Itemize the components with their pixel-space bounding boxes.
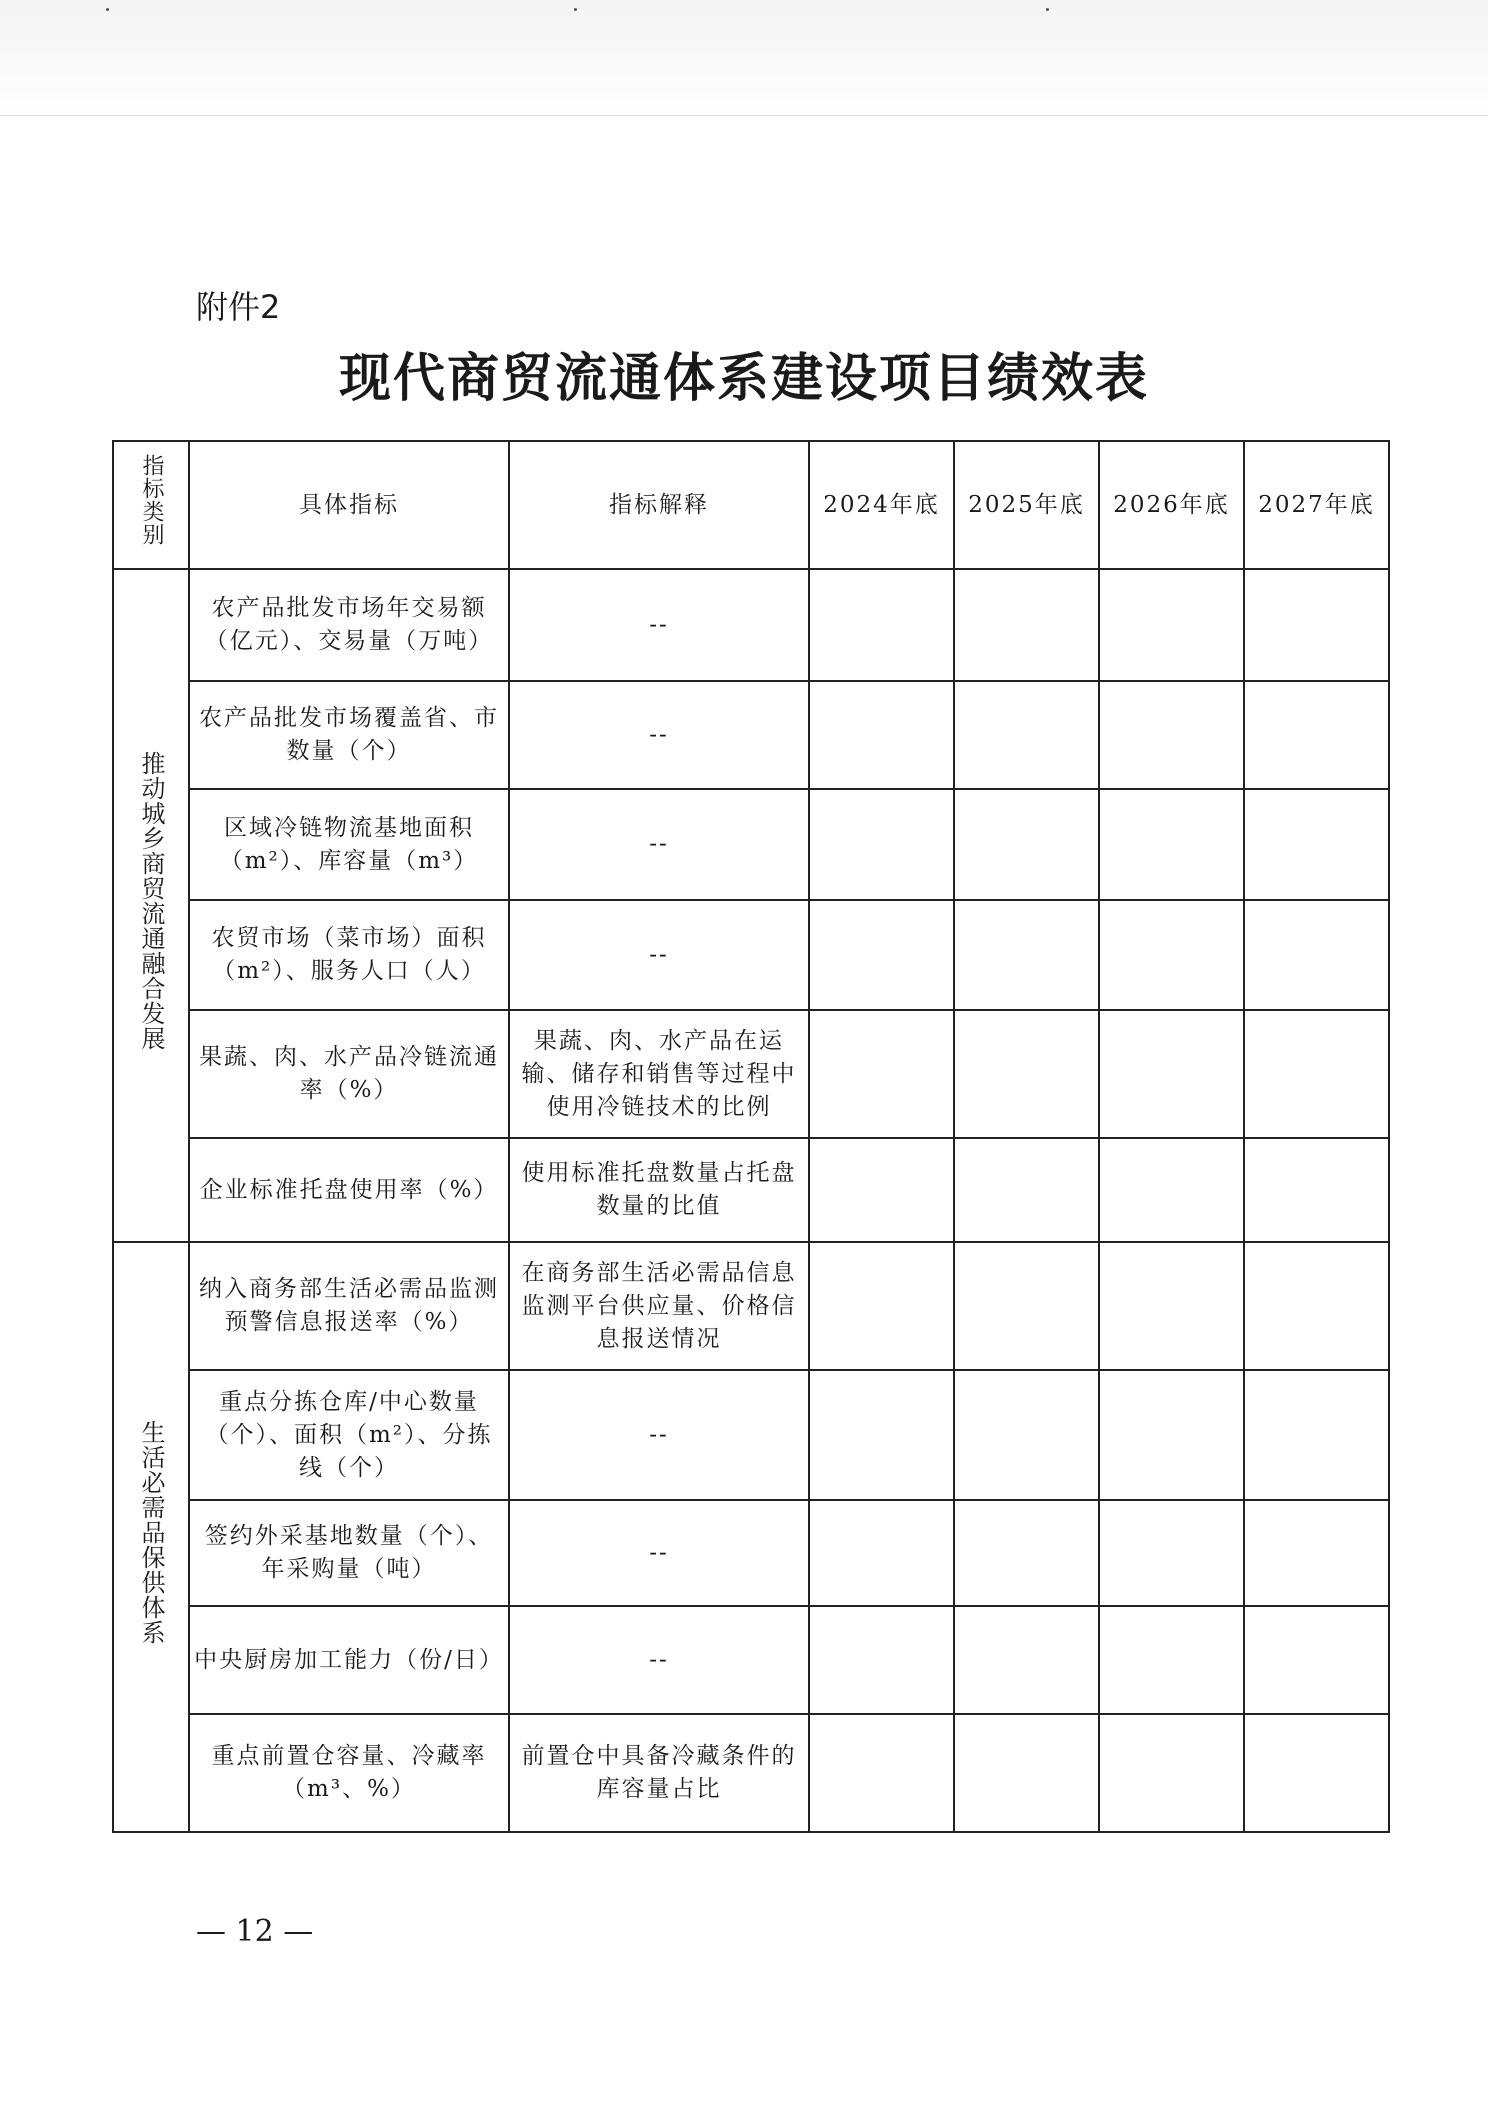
value-cell-2025 xyxy=(954,1714,1099,1832)
indicator-cell: 重点分拣仓库/中心数量（个）、面积（m²）、分拣线（个） xyxy=(189,1370,509,1500)
header-explanation: 指标解释 xyxy=(509,441,809,569)
table-row xyxy=(113,900,1389,1010)
explanation-cell: -- xyxy=(509,789,809,900)
header-category: 指标类别 xyxy=(113,441,189,569)
page-number: — 12 — xyxy=(196,1914,314,1949)
value-cell-2026 xyxy=(1099,1138,1244,1242)
table-row xyxy=(113,1500,1389,1606)
value-cell-2025 xyxy=(954,1606,1099,1714)
table-row xyxy=(113,1370,1389,1500)
value-cell-2027 xyxy=(1244,900,1389,1010)
table-row xyxy=(113,1138,1389,1242)
indicator-cell: 纳入商务部生活必需品监测预警信息报送率（%） xyxy=(189,1242,509,1370)
value-cell-2027 xyxy=(1244,1010,1389,1138)
scan-speck xyxy=(106,8,109,11)
value-cell-2027 xyxy=(1244,1714,1389,1832)
scan-speck xyxy=(574,8,577,11)
value-cell-2026 xyxy=(1099,1606,1244,1714)
header-2026: 2026年底 xyxy=(1099,441,1244,569)
table-row xyxy=(113,681,1389,789)
explanation-cell: -- xyxy=(509,569,809,681)
value-cell-2024 xyxy=(809,1500,954,1606)
explanation-cell: 前置仓中具备冷藏条件的库容量占比 xyxy=(509,1714,809,1832)
header-indicator: 具体指标 xyxy=(189,441,509,569)
value-cell-2025 xyxy=(954,1370,1099,1500)
indicator-cell: 农贸市场（菜市场）面积（m²）、服务人口（人） xyxy=(189,900,509,1010)
header-2024: 2024年底 xyxy=(809,441,954,569)
value-cell-2024 xyxy=(809,789,954,900)
indicator-cell: 重点前置仓容量、冷藏率（m³、%） xyxy=(189,1714,509,1832)
value-cell-2026 xyxy=(1099,1714,1244,1832)
value-cell-2026 xyxy=(1099,1242,1244,1370)
indicator-cell: 区域冷链物流基地面积（m²）、库容量（m³） xyxy=(189,789,509,900)
value-cell-2026 xyxy=(1099,789,1244,900)
value-cell-2027 xyxy=(1244,789,1389,900)
value-cell-2025 xyxy=(954,681,1099,789)
header-2027: 2027年底 xyxy=(1244,441,1389,569)
explanation-cell: -- xyxy=(509,681,809,789)
value-cell-2027 xyxy=(1244,1242,1389,1370)
table-row xyxy=(113,789,1389,900)
table-row xyxy=(113,569,1389,681)
indicator-cell: 签约外采基地数量（个）、年采购量（吨） xyxy=(189,1500,509,1606)
value-cell-2025 xyxy=(954,789,1099,900)
value-cell-2026 xyxy=(1099,569,1244,681)
category-cell: 推动城乡商贸流通融合发展 xyxy=(113,569,189,1242)
value-cell-2024 xyxy=(809,1714,954,1832)
value-cell-2025 xyxy=(954,1242,1099,1370)
value-cell-2026 xyxy=(1099,900,1244,1010)
value-cell-2027 xyxy=(1244,1370,1389,1500)
value-cell-2024 xyxy=(809,1242,954,1370)
table-header-row xyxy=(113,441,1389,569)
value-cell-2025 xyxy=(954,1010,1099,1138)
explanation-cell: -- xyxy=(509,1370,809,1500)
value-cell-2027 xyxy=(1244,1606,1389,1714)
explanation-cell: 果蔬、肉、水产品在运输、储存和销售等过程中使用冷链技术的比例 xyxy=(509,1010,809,1138)
table-row xyxy=(113,1010,1389,1138)
indicator-cell: 农产品批发市场覆盖省、市数量（个） xyxy=(189,681,509,789)
value-cell-2027 xyxy=(1244,681,1389,789)
value-cell-2024 xyxy=(809,1138,954,1242)
value-cell-2024 xyxy=(809,1370,954,1500)
document-title: 现代商贸流通体系建设项目绩效表 xyxy=(338,349,1149,409)
value-cell-2024 xyxy=(809,1606,954,1714)
explanation-cell: -- xyxy=(509,1500,809,1606)
value-cell-2026 xyxy=(1099,681,1244,789)
explanation-cell: 使用标准托盘数量占托盘数量的比值 xyxy=(509,1138,809,1242)
scan-header-strip xyxy=(0,0,1488,116)
value-cell-2026 xyxy=(1099,1010,1244,1138)
attachment-label: 附件2 xyxy=(196,288,281,326)
value-cell-2025 xyxy=(954,569,1099,681)
indicator-cell: 农产品批发市场年交易额（亿元）、交易量（万吨） xyxy=(189,569,509,681)
explanation-cell: -- xyxy=(509,1606,809,1714)
value-cell-2025 xyxy=(954,1138,1099,1242)
performance-table xyxy=(112,440,1390,1833)
table-row xyxy=(113,1242,1389,1370)
value-cell-2027 xyxy=(1244,1138,1389,1242)
value-cell-2027 xyxy=(1244,569,1389,681)
category-cell: 生活必需品保供体系 xyxy=(113,1242,189,1832)
table-row xyxy=(113,1606,1389,1714)
value-cell-2024 xyxy=(809,900,954,1010)
indicator-cell: 果蔬、肉、水产品冷链流通率（%） xyxy=(189,1010,509,1138)
explanation-cell: 在商务部生活必需品信息监测平台供应量、价格信息报送情况 xyxy=(509,1242,809,1370)
value-cell-2025 xyxy=(954,900,1099,1010)
scan-speck xyxy=(1046,8,1049,11)
value-cell-2027 xyxy=(1244,1500,1389,1606)
explanation-cell: -- xyxy=(509,900,809,1010)
value-cell-2024 xyxy=(809,681,954,789)
indicator-cell: 中央厨房加工能力（份/日） xyxy=(189,1606,509,1714)
indicator-cell: 企业标准托盘使用率（%） xyxy=(189,1138,509,1242)
table-row xyxy=(113,1714,1389,1832)
value-cell-2026 xyxy=(1099,1370,1244,1500)
value-cell-2024 xyxy=(809,569,954,681)
value-cell-2025 xyxy=(954,1500,1099,1606)
value-cell-2024 xyxy=(809,1010,954,1138)
header-2025: 2025年底 xyxy=(954,441,1099,569)
value-cell-2026 xyxy=(1099,1500,1244,1606)
